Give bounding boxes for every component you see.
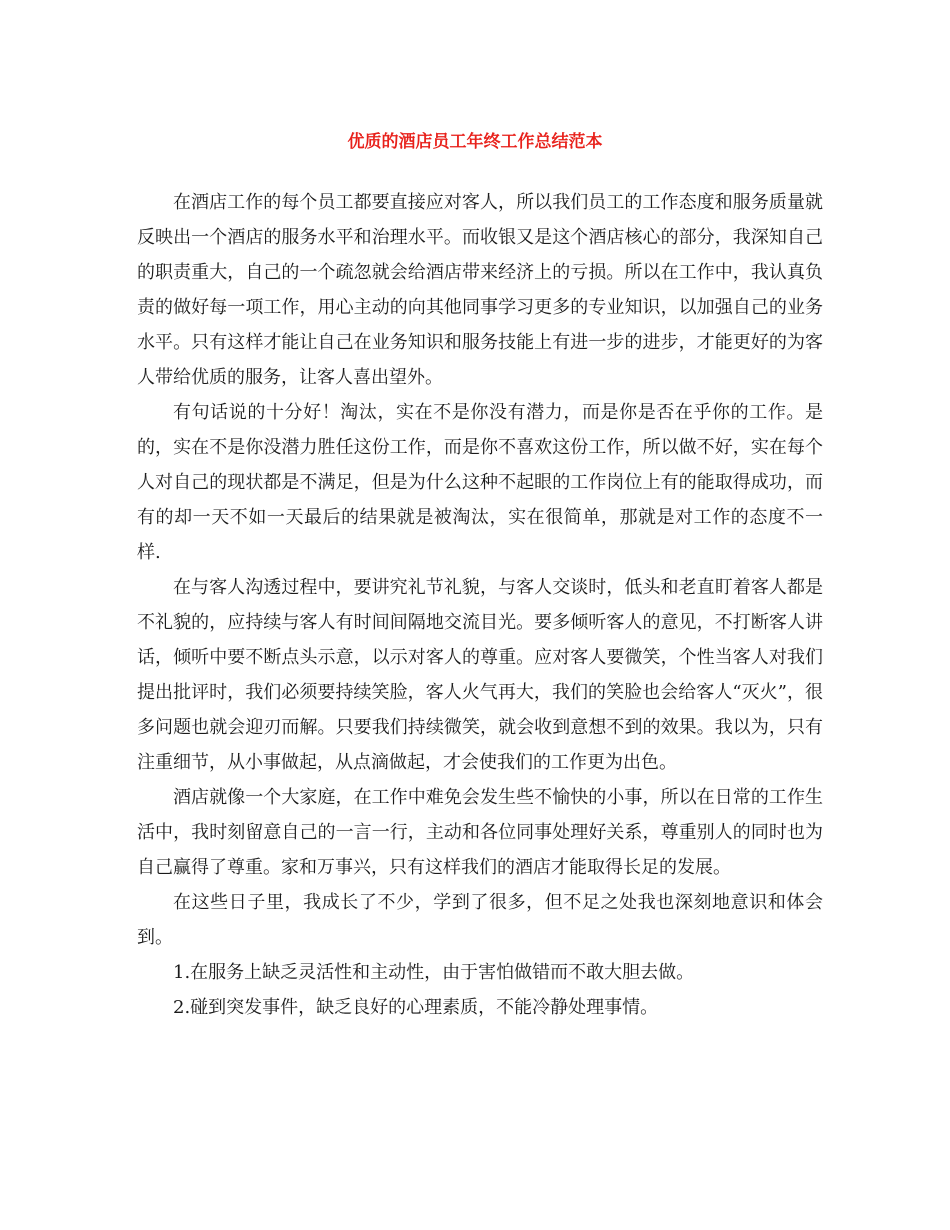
paragraph: 在与客人沟透过程中，要讲究礼节礼貌，与客人交谈时，低头和老直盯着客人都是不礼貌的，应持续与客人有时间间隔地交流目光。要多倾听客人的意见，不打断客人讲话，倾听中要不断点头示意，以示对客人的尊重。应对客人要微笑，个性当客人对我们提出批评时，我们必须要持续笑脸，客人火气再大，我们的笑脸也会给客人“灭火”，很多问题也就会迎刃而解。只要我们持续微笑，就会收到意想不到的效果。我以为，只有注重细节，从小事做起，从点滴做起，才会使我们的工作更为出色。	[137, 577, 823, 773]
paragraph: 在酒店工作的每个员工都要直接应对客人，所以我们员工的工作态度和服务质量就反映出一个酒店的服务水平和治理水平。而收银又是这个酒店核心的部分，我深知自己的职责重大，自己的一个疏忽就会给酒店带来经济上的亏损。所以在工作中，我认真负责的做好每一项工作，用心主动的向其他同事学习更多的专业知识，以加强自己的业务水平。只有这样才能让自己在业务知识和服务技能上有进一步的进步，才能更好的为客人带给优质的服务，让客人喜出望外。	[137, 192, 823, 388]
list-item: 2.碰到突发事件，缺乏良好的心理素质，不能冷静处理事情。	[173, 997, 659, 1018]
paragraph: 有句话说的十分好！淘汰，实在不是你没有潜力，而是你是否在乎你的工作。是的，实在不是你没潜力胜任这份工作，而是你不喜欢这份工作，所以做不好，实在每个人对自己的现状都是不满足，但是为什么这种不起眼的工作岗位上有的能取得成功，而有的却一天不如一天最后的结果就是被淘汰，实在很简单，那就是对工作的态度不一样.	[137, 402, 823, 563]
paragraph: 酒店就像一个大家庭，在工作中难免会发生些不愉快的小事，所以在日常的工作生活中，我时刻留意自己的一言一行，主动和各位同事处理好关系，尊重别人的同时也为自己赢得了尊重。家和万事兴，只有这样我们的酒店才能取得长足的发展。	[137, 787, 823, 878]
document-body	[137, 185, 823, 1025]
paragraph: 在这些日子里，我成长了不少，学到了很多，但不足之处我也深刻地意识和体会到。	[137, 892, 823, 948]
list-item: 1.在服务上缺乏灵活性和主动性，由于害怕做错而不敢大胆去做。	[173, 962, 695, 983]
document-title: 优质的酒店员工年终工作总结范本	[347, 132, 603, 152]
